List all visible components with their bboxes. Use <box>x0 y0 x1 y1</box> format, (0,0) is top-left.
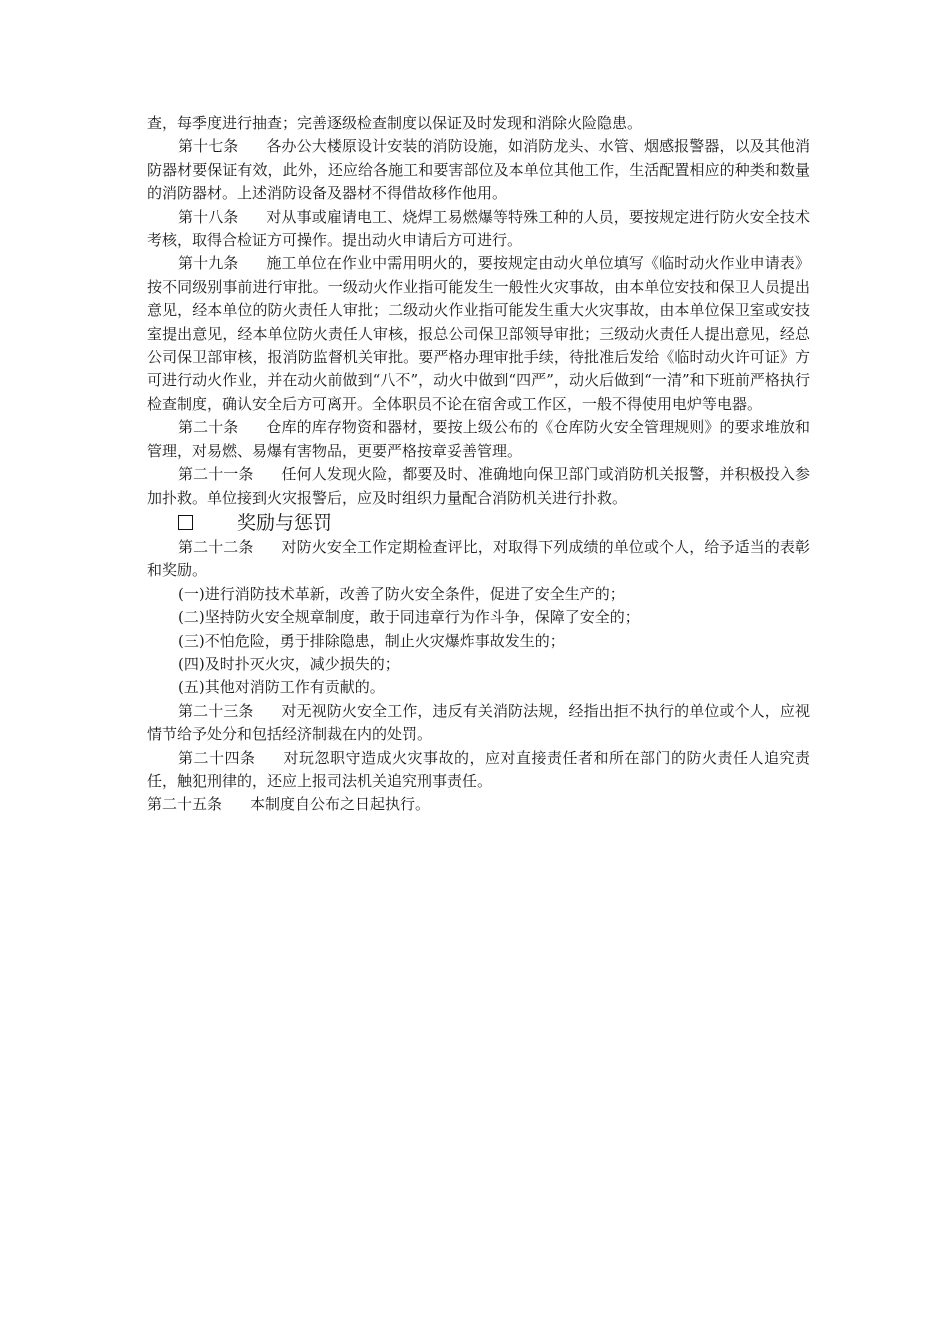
article-text: 仓库的库存物资和器材，要按上级公布的《仓库防火安全管理规则》的要求堆放和管理，对易燃、易爆有害物品，更要严格按章妥善管理。 <box>147 418 810 460</box>
section-title: 奖励与惩罚 <box>237 511 333 534</box>
article-24 <box>147 747 810 794</box>
list-item: (三)不怕危险，勇于排除隐患，制止火灾爆炸事故发生的； <box>178 631 565 650</box>
article-text: 对从事或雇请电工、烧焊工易燃爆等特殊工种的人员，要按规定进行防火安全技术考核，取得合检证方可操作。提出动火申请后方可进行。 <box>147 207 810 250</box>
article-text: 本制度自公布之日起执行。 <box>250 795 431 814</box>
article-text: 施工单位在作业中需用明火的，要按规定由动火单位填写《临时动火作业申请表》按不同级别事前进行审批。一级动火作业指可能发生一般性火灾事故，由本单位安技和保卫人员提出意见，经本单位的防火责任人审批；二级动火作业指可能发生重大火灾事故，由本单位保卫室或安技室提出意见，经本单位防火责任人审核，报总公司保卫部领导审批；三级动火责任人提出意见，经总公司保卫部审核，报消防监督机关审批。要严格办理审批手续，待批准后发给《临时动火许可证》方可进行动火作业，并在动火前做到“八不”，动火中做到“四严”，动火后做到“一清”和下班前严格执行检查制度，确认安全后方可离开。全体职员不论在宿舍或工作区，一般不得使用电炉等电器。 <box>147 254 810 413</box>
list-item: (四)及时扑灭火灾，减少损失的； <box>178 654 400 673</box>
article-21 <box>147 463 810 510</box>
article-label: 第十八条 <box>178 207 239 226</box>
article-label: 第十七条 <box>178 137 239 156</box>
article-25 <box>147 793 810 816</box>
article-23 <box>147 700 810 747</box>
paragraph-continuation: 查，每季度进行抽查；完善逐级检查制度以保证及时发现和消除火险隐患。 <box>147 114 643 132</box>
article-22 <box>147 536 810 583</box>
article-label: 第二十条 <box>178 418 239 437</box>
section-heading <box>147 510 810 536</box>
article-label: 第二十三条 <box>178 701 254 720</box>
article-text: 对防火安全工作定期检查评比，对取得下列成绩的单位或个人，给予适当的表彰和奖励。 <box>147 537 810 580</box>
article-20 <box>147 416 810 463</box>
article-19 <box>147 252 810 416</box>
list-item: (五)其他对消防工作有贡献的。 <box>178 678 385 697</box>
article-17 <box>147 135 810 205</box>
article-label: 第二十四条 <box>178 748 256 767</box>
list-item: (二)坚持防火安全规章制度，敢于同违章行为作斗争，保障了安全的； <box>178 608 640 627</box>
article-label: 第二十二条 <box>178 537 254 556</box>
article-18 <box>147 206 810 253</box>
article-text: 任何人发现火险，都要及时、准确地向保卫部门或消防机关报警，并积极投入参加扑救。单位接到火灾报警后，应及时组织力量配合消防机关进行扑救。 <box>147 465 810 507</box>
square-bullet-icon <box>178 515 193 530</box>
article-text: 对玩忽职守造成火灾事故的，应对直接责任者和所在部门的防火责任人追究责任，触犯刑律的，还应上报司法机关追究刑事责任。 <box>147 748 810 790</box>
article-text: 对无视防火安全工作，违反有关消防法规，经指出拒不执行的单位或个人，应视情节给予处分和包括经济制裁在内的处罚。 <box>147 701 810 744</box>
document-page <box>147 112 810 817</box>
article-text: 各办公大楼原设计安装的消防设施，如消防龙头、水管、烟感报警器，以及其他消防器材要保证有效，此外，还应给各施工和要害部位及本单位其他工作，生活配置相应的种类和数量的消防器材。上述消防设备及器材不得借故移作他用。 <box>147 137 810 203</box>
article-label: 第十九条 <box>178 254 239 273</box>
article-label: 第二十五条 <box>147 795 223 814</box>
article-label: 第二十一条 <box>178 465 254 484</box>
list-item: (一)进行消防技术革新，改善了防火安全条件，促进了安全生产的； <box>178 584 625 603</box>
